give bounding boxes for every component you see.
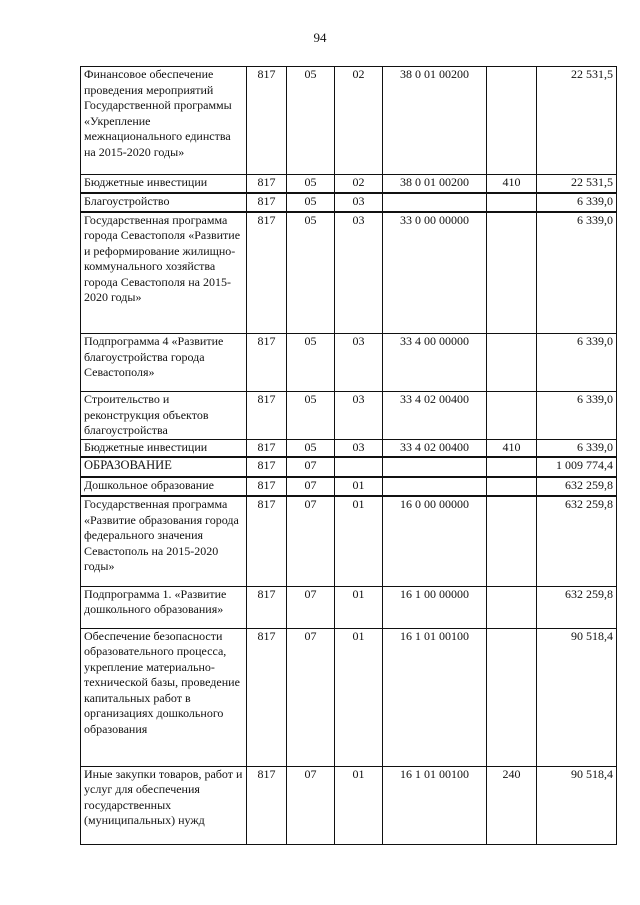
row-rz: 05: [287, 334, 335, 392]
row-csr: 38 0 01 00200: [383, 175, 487, 193]
page-number: 94: [313, 30, 327, 45]
budget-table: [80, 66, 617, 845]
row-ved: 817: [247, 67, 287, 175]
row-csr: [383, 457, 487, 477]
row-ved: 817: [247, 496, 287, 586]
row-sum: 6 339,0: [537, 193, 617, 212]
row-rz: 07: [287, 457, 335, 477]
table-row: [81, 586, 617, 628]
row-csr: 16 0 00 00000: [383, 496, 487, 586]
row-ved: 817: [247, 193, 287, 212]
row-rz: 05: [287, 392, 335, 440]
row-csr: 16 1 01 00100: [383, 628, 487, 766]
row-csr: 16 1 00 00000: [383, 586, 487, 628]
row-csr: 16 1 01 00100: [383, 766, 487, 844]
row-pr: 03: [335, 334, 383, 392]
row-vr: [487, 67, 537, 175]
row-csr: 33 4 02 00400: [383, 439, 487, 457]
row-csr: [383, 477, 487, 496]
row-name: Бюджетные инвестиции: [81, 439, 247, 457]
row-ved: 817: [247, 334, 287, 392]
row-sum: 90 518,4: [537, 766, 617, 844]
row-sum: 90 518,4: [537, 628, 617, 766]
row-rz: 05: [287, 67, 335, 175]
row-name: Строительство и реконструкция объектов благоустройства: [81, 392, 247, 440]
row-rz: 05: [287, 439, 335, 457]
row-name: Дошкольное образование: [81, 477, 247, 496]
table-row: [81, 67, 617, 175]
table-row: [81, 496, 617, 586]
table-row: [81, 175, 617, 193]
row-vr: [487, 586, 537, 628]
row-rz: 05: [287, 193, 335, 212]
row-rz: 05: [287, 175, 335, 193]
row-sum: 632 259,8: [537, 496, 617, 586]
row-vr: 410: [487, 175, 537, 193]
table-row: [81, 628, 617, 766]
row-csr: [383, 193, 487, 212]
table-row: [81, 457, 617, 477]
row-rz: 07: [287, 496, 335, 586]
row-pr: 01: [335, 586, 383, 628]
row-ved: 817: [247, 628, 287, 766]
row-vr: [487, 477, 537, 496]
row-sum: 6 339,0: [537, 392, 617, 440]
row-sum: 632 259,8: [537, 586, 617, 628]
row-vr: [487, 457, 537, 477]
row-vr: [487, 193, 537, 212]
row-pr: 03: [335, 212, 383, 334]
table-row: [81, 193, 617, 212]
row-sum: 22 531,5: [537, 175, 617, 193]
row-pr: 02: [335, 67, 383, 175]
table-row: [81, 212, 617, 334]
row-vr: 240: [487, 766, 537, 844]
row-name: Подпрограмма 1. «Развитие дошкольного образования»: [81, 586, 247, 628]
row-name: Бюджетные инвестиции: [81, 175, 247, 193]
row-name: Благоустройство: [81, 193, 247, 212]
table-row: [81, 334, 617, 392]
row-rz: 07: [287, 586, 335, 628]
row-pr: 03: [335, 392, 383, 440]
row-vr: [487, 392, 537, 440]
row-ved: 817: [247, 586, 287, 628]
row-sum: 6 339,0: [537, 212, 617, 334]
row-rz: 07: [287, 628, 335, 766]
row-name: Государственная программа города Севастополя «Развитие и реформирование жилищно-коммунального хозяйства города Севастополя на 2015-2020 годы»: [81, 212, 247, 334]
row-pr: [335, 457, 383, 477]
row-vr: [487, 212, 537, 334]
table-row: [81, 766, 617, 844]
row-vr: [487, 334, 537, 392]
row-ved: 817: [247, 477, 287, 496]
row-ved: 817: [247, 457, 287, 477]
table-row: [81, 392, 617, 440]
row-csr: 38 0 01 00200: [383, 67, 487, 175]
row-ved: 817: [247, 392, 287, 440]
row-sum: 632 259,8: [537, 477, 617, 496]
row-csr: 33 0 00 00000: [383, 212, 487, 334]
row-pr: 01: [335, 477, 383, 496]
row-name: Финансовое обеспечение проведения мероприятий Государственной программы «Укрепление межнационального единства на 2015-2020 годы»: [81, 67, 247, 175]
row-ved: 817: [247, 766, 287, 844]
row-ved: 817: [247, 212, 287, 334]
row-vr: [487, 628, 537, 766]
row-rz: 07: [287, 477, 335, 496]
row-sum: 6 339,0: [537, 439, 617, 457]
row-rz: 05: [287, 212, 335, 334]
row-ved: 817: [247, 439, 287, 457]
row-pr: 01: [335, 766, 383, 844]
row-ved: 817: [247, 175, 287, 193]
row-name: Обеспечение безопасности образовательного процесса, укрепление материально-технической базы, проведение капитальных работ в организациях дошкольного образования: [81, 628, 247, 766]
row-csr: 33 4 02 00400: [383, 392, 487, 440]
row-pr: 03: [335, 193, 383, 212]
row-name: ОБРАЗОВАНИЕ: [81, 457, 247, 477]
row-name: Государственная программа «Развитие образования города федерального значения Севастополь на 2015-2020 годы»: [81, 496, 247, 586]
row-sum: 22 531,5: [537, 67, 617, 175]
row-vr: [487, 496, 537, 586]
row-sum: 1 009 774,4: [537, 457, 617, 477]
row-rz: 07: [287, 766, 335, 844]
row-csr: 33 4 00 00000: [383, 334, 487, 392]
row-vr: 410: [487, 439, 537, 457]
row-name: Иные закупки товаров, работ и услуг для обеспечения государственных (муниципальных) нужд: [81, 766, 247, 844]
row-pr: 01: [335, 628, 383, 766]
row-pr: 01: [335, 496, 383, 586]
row-pr: 03: [335, 439, 383, 457]
table-row: [81, 439, 617, 457]
row-name: Подпрограмма 4 «Развитие благоустройства города Севастополя»: [81, 334, 247, 392]
row-pr: 02: [335, 175, 383, 193]
table-row: [81, 477, 617, 496]
row-sum: 6 339,0: [537, 334, 617, 392]
